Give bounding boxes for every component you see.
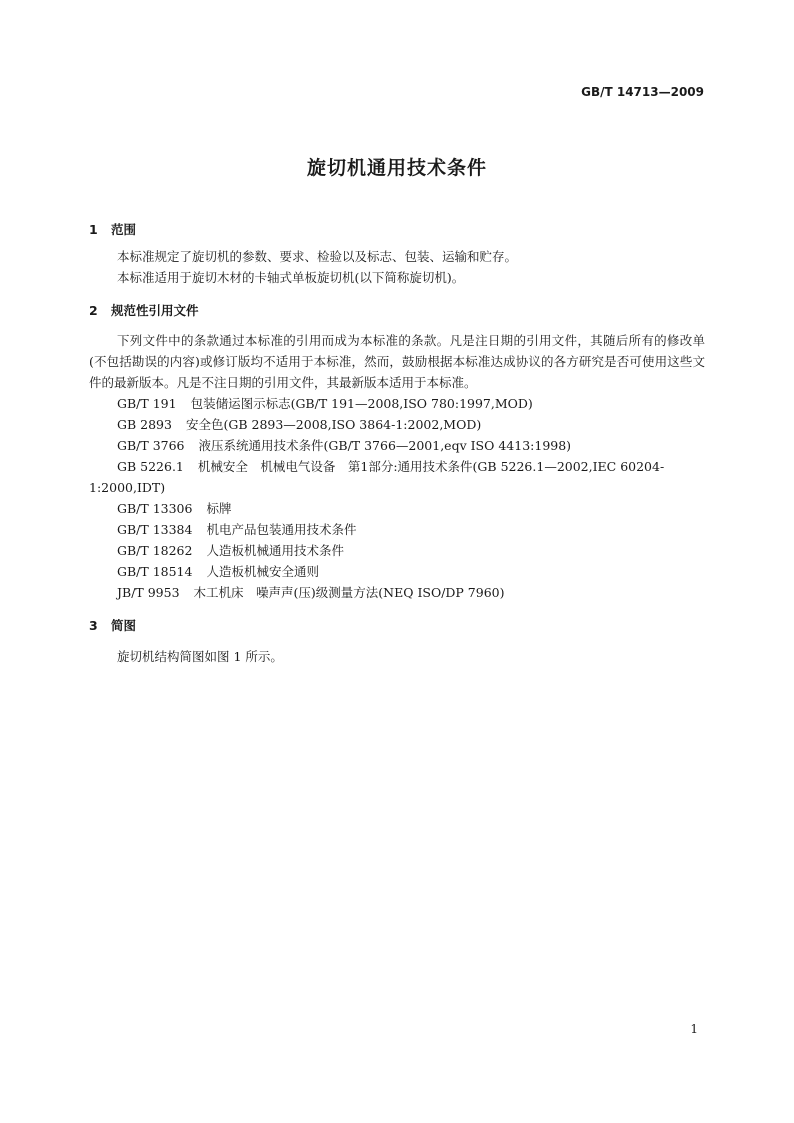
reference-code: GB 2893 [117, 417, 172, 432]
reference-title: 人造板机械安全通则 [206, 564, 319, 579]
section-number: 1 [89, 222, 98, 237]
reference-item [117, 540, 344, 561]
document-title: 旋切机通用技术条件 [306, 157, 487, 179]
reference-code: GB/T 18514 [117, 564, 193, 579]
reference-item [117, 393, 533, 414]
reference-code: GB/T 3766 [117, 438, 185, 453]
page-number: 1 [690, 1022, 698, 1036]
reference-item [117, 519, 356, 540]
section-number: 2 [89, 303, 98, 318]
section-title: 规范性引用文件 [111, 303, 199, 318]
reference-code: GB/T 13306 [117, 501, 193, 516]
reference-code: GB/T 191 [117, 396, 177, 411]
reference-title: 液压系统通用技术条件(GB/T 3766—2001,eqv ISO 4413:1998) [198, 438, 572, 453]
reference-title: 安全色(GB 2893—2008,ISO 3864-1:2002,MOD) [185, 417, 482, 432]
reference-code: GB 5226.1 [117, 459, 184, 474]
diagram-paragraph: 旋切机结构简图如图 1 所示。 [117, 649, 283, 664]
reference-title: 机电产品包装通用技术条件 [206, 522, 357, 537]
section-title: 简图 [111, 618, 137, 633]
reference-code: GB/T 13384 [117, 522, 193, 537]
section-heading-diagram [89, 616, 136, 634]
reference-item [117, 414, 481, 435]
reference-title: 人造板机械通用技术条件 [206, 543, 344, 558]
section-number: 3 [89, 618, 98, 633]
section-title: 范围 [111, 222, 137, 237]
standard-code: GB/T 14713—2009 [581, 85, 704, 99]
reference-item [117, 498, 231, 519]
reference-title: 标牌 [206, 501, 232, 516]
reference-item [117, 561, 319, 582]
section-heading-scope [89, 220, 136, 238]
reference-item [117, 435, 571, 456]
section-heading-normative-refs [89, 301, 199, 319]
reference-item [89, 456, 705, 498]
normative-refs-intro: 下列文件中的条款通过本标准的引用而成为本标准的条款。凡是注日期的引用文件，其随后所有的修改单(不包括勘误的内容)或修订版均不适用于本标准，然而，鼓励根据本标准达成协议的各方研究是否可使用这些文件的最新版本。凡是不注日期的引用文件，其最新版本适用于本标准。 [89, 333, 705, 390]
reference-title: 机械安全 机械电气设备 第1部分:通用技术条件(GB 5226.1—2002,IEC 60204-1:2000,IDT) [89, 459, 665, 495]
scope-paragraph-2: 本标准适用于旋切木材的卡轴式单板旋切机(以下简称旋切机)。 [117, 270, 465, 285]
reference-title: 包装储运图示标志(GB/T 191—2008,ISO 780:1997,MOD) [190, 396, 533, 411]
reference-code: JB/T 9953 [117, 585, 180, 600]
reference-item [117, 582, 505, 603]
reference-title: 木工机床 噪声声(压)级测量方法(NEQ ISO/DP 7960) [193, 585, 505, 600]
reference-code: GB/T 18262 [117, 543, 193, 558]
scope-paragraph-1: 本标准规定了旋切机的参数、要求、检验以及标志、包装、运输和贮存。 [117, 249, 518, 264]
